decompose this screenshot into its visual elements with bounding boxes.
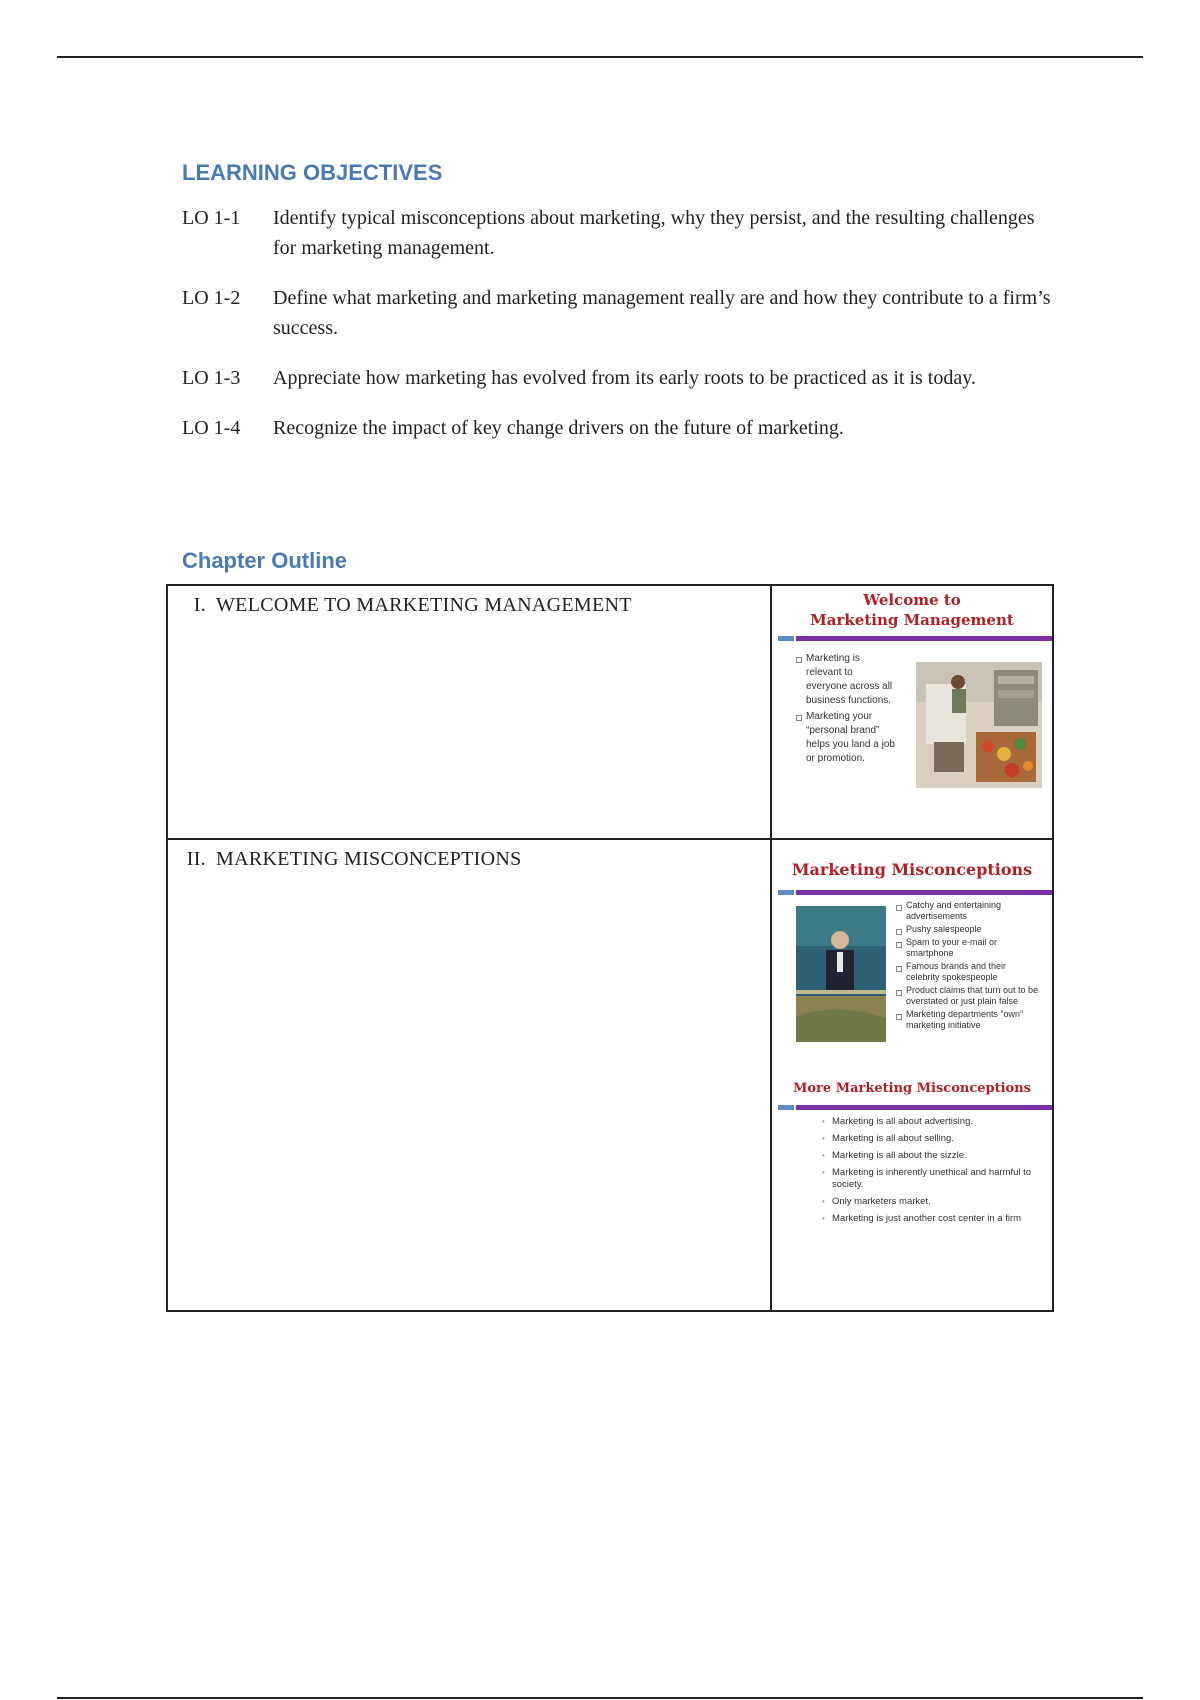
outline-item-number: I. (193, 594, 206, 616)
slide-bullet: Catchy and entertaining advertisements (896, 900, 1042, 922)
slide-divider-bar (796, 1105, 1052, 1110)
slide-bullet: Spam to your e-mail or smartphone (896, 937, 1042, 959)
businessman-photo (796, 906, 886, 1042)
slide-title (772, 590, 1052, 630)
slide-accent-bar (778, 636, 794, 641)
outline-item-label (168, 594, 632, 617)
outline-item-number: II. (186, 848, 206, 870)
outline-item-text: WELCOME TO MARKETING MANAGEMENT (216, 594, 632, 616)
slide-title-line: Marketing Management (810, 611, 1014, 629)
learning-objective-code: LO 1-1 (182, 207, 241, 229)
learning-objective-item (182, 363, 1062, 393)
slide-accent-bar (778, 890, 794, 895)
slide-bullet: Famous brands and their celebrity spokespeople (896, 961, 1042, 983)
outline-item-text: MARKETING MISCONCEPTIONS (216, 848, 522, 870)
outline-item-label (168, 848, 522, 871)
slide-divider-bar (796, 636, 1052, 641)
store-shopping-photo (916, 662, 1042, 788)
learning-objective-text: Define what marketing and marketing management really are and how they contribute to a firm’s success. (273, 287, 1051, 339)
outline-cell-notes (168, 840, 772, 1310)
slide-bullet-list (796, 652, 896, 766)
slide-list-item: • Marketing is all about selling. (822, 1133, 1050, 1145)
slide-list-item: • Marketing is inherently unethical and harmful to society. (822, 1167, 1050, 1191)
learning-objective-text: Appreciate how marketing has evolved from its early roots to be practiced as it is today. (273, 367, 976, 389)
header-rule (57, 56, 1143, 58)
slide-bullet: Marketing your “personal brand” helps you land a job or promotion. (796, 710, 896, 766)
slide-misconceptions (772, 840, 1052, 1310)
chapter-outline-table (166, 584, 1054, 1312)
learning-objectives-list (182, 203, 1062, 443)
outline-cell-notes (168, 586, 772, 838)
footer-rule (57, 1697, 1143, 1699)
slide-bullet-list (896, 900, 1042, 1031)
chapter-outline-heading: Chapter Outline (182, 548, 348, 573)
slide-accent-bar (778, 1105, 794, 1110)
slide-welcome (772, 586, 1052, 838)
slide-title: More Marketing Misconceptions (792, 1081, 1031, 1096)
slide-list-item: • Marketing is all about the sizzle. (822, 1150, 1050, 1162)
outline-row-misconceptions (168, 840, 1052, 1310)
outline-row-welcome (168, 586, 1052, 840)
slide-bullet: Pushy salespeople (896, 924, 1042, 935)
slide-bullet: Product claims that turn out to be overstated or just plain false (896, 985, 1042, 1007)
slide-list-item: • Only marketers market. (822, 1196, 1050, 1208)
learning-objective-item (182, 203, 1062, 263)
learning-objective-text: Recognize the impact of key change drivers on the future of marketing. (273, 417, 844, 439)
learning-objective-item (182, 283, 1062, 343)
learning-objective-code: LO 1-4 (182, 417, 241, 439)
learning-objective-code: LO 1-3 (182, 367, 241, 389)
slide-list-item: • Marketing is all about advertising. (822, 1116, 1050, 1128)
learning-objectives-heading: LEARNING OBJECTIVES (182, 160, 443, 185)
learning-objective-item (182, 413, 1062, 443)
slide-title-line: Welcome to (863, 591, 961, 609)
slide-divider-bar (796, 890, 1052, 895)
slide-bullet: Marketing departments “own” marketing initiative (896, 1009, 1042, 1031)
learning-objective-text: Identify typical misconceptions about marketing, why they persist, and the resulting challenges for marketing management. (273, 207, 1035, 259)
learning-objective-code: LO 1-2 (182, 287, 241, 309)
slide-list-item: • Marketing is just another cost center in a firm (822, 1213, 1050, 1225)
slide-bullet: Marketing is relevant to everyone across all business functions. (796, 652, 896, 708)
slide-title: Marketing Misconceptions (791, 860, 1033, 879)
slide-numbered-list (822, 1116, 1050, 1225)
